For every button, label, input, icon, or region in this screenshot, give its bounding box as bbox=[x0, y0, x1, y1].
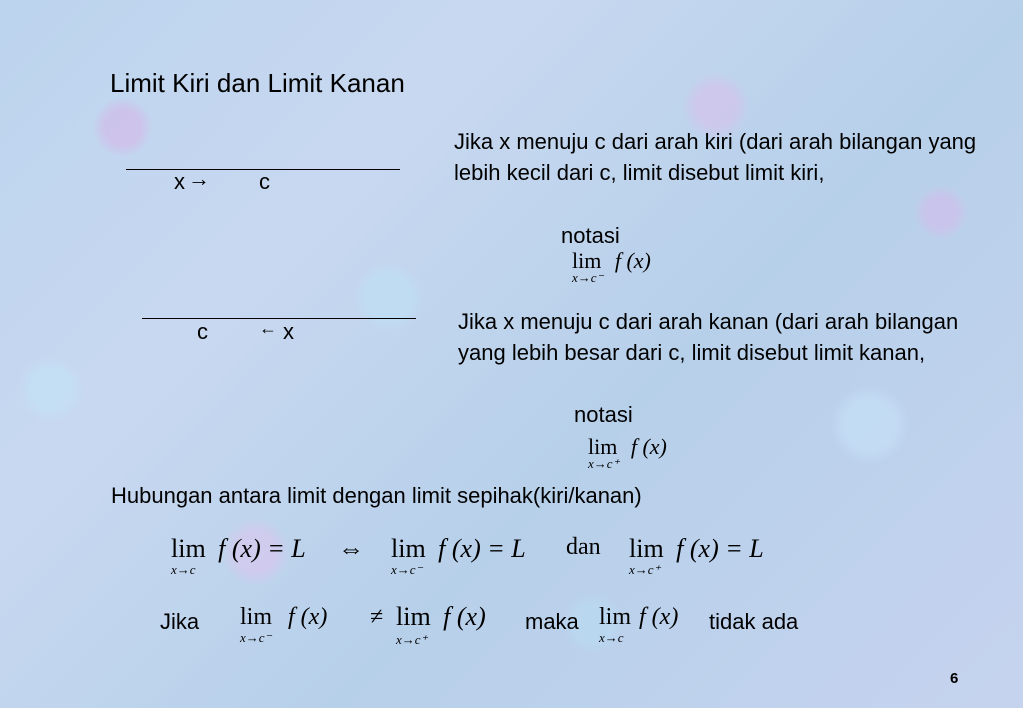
lim-text: lim bbox=[171, 534, 206, 563]
lim-text: lim bbox=[396, 602, 431, 631]
limit-subscript: x→c⁺ bbox=[396, 632, 428, 647]
lim-text: lim bbox=[599, 604, 632, 630]
expr-text: f (x) = L bbox=[676, 534, 764, 563]
lim-text: lim bbox=[391, 534, 426, 563]
number-line-right bbox=[142, 318, 416, 319]
lim-text: lim bbox=[572, 248, 602, 273]
limit-subscript: x→c⁺ bbox=[588, 456, 620, 471]
relation-heading: Hubungan antara limit dengan limit sepihak(kiri/kanan) bbox=[111, 483, 642, 508]
not-equal-symbol: ≠ bbox=[370, 604, 384, 630]
condition-left-limit bbox=[240, 604, 328, 645]
right-limit-equals bbox=[629, 534, 764, 577]
limit-subscript: x→c⁻ bbox=[240, 630, 272, 645]
right-limit-description: Jika x menuju c dari arah kanan (dari arah bilangan yang lebih besar dari c, limit disebut limit kanan, bbox=[458, 309, 959, 365]
right-limit-formula bbox=[588, 434, 667, 471]
dan-text: dan bbox=[566, 534, 601, 560]
right-notation-label: notasi bbox=[574, 402, 633, 427]
limit-subscript: x→c⁻ bbox=[391, 562, 423, 577]
left-limit-equals bbox=[391, 534, 526, 577]
function-text: f (x) bbox=[630, 434, 667, 459]
function-text: f (x) bbox=[288, 604, 328, 630]
left-notation-label: notasi bbox=[561, 223, 620, 248]
jika-text: Jika bbox=[160, 609, 200, 634]
left-arrow-icon: ← bbox=[259, 318, 277, 338]
lim-text: lim bbox=[588, 434, 618, 459]
left-limit-description: Jika x menuju c dari arah kiri (dari arah bilangan yang lebih kecil dari c, limit disebut limit kiri, bbox=[454, 129, 977, 185]
left-x-label: x bbox=[174, 169, 185, 194]
function-text: f (x) bbox=[639, 604, 679, 630]
limit-subscript: x→c bbox=[599, 630, 624, 645]
condition-right-limit bbox=[396, 602, 486, 647]
right-x-label: x bbox=[283, 319, 294, 344]
function-text: f (x) bbox=[614, 248, 651, 273]
maka-text: maka bbox=[525, 609, 579, 634]
left-c-label: c bbox=[259, 169, 270, 194]
function-text: f (x) bbox=[443, 602, 486, 631]
expr-text: f (x) = L bbox=[438, 534, 526, 563]
condition-two-sided-limit bbox=[599, 604, 679, 645]
limit-subscript: x→c bbox=[171, 562, 196, 577]
left-limit-formula bbox=[572, 248, 651, 285]
right-c-label: c bbox=[197, 319, 208, 344]
iff-symbol: ⇔ bbox=[338, 534, 364, 563]
two-sided-limit bbox=[171, 534, 306, 577]
page-title: Limit Kiri dan Limit Kanan bbox=[110, 68, 405, 98]
limit-subscript: x→c⁺ bbox=[629, 562, 661, 577]
lim-text: lim bbox=[240, 604, 273, 630]
lim-text: lim bbox=[629, 534, 664, 563]
tidak-ada-text: tidak ada bbox=[709, 609, 799, 634]
page-number: 6 bbox=[950, 670, 959, 687]
right-arrow-icon: → bbox=[188, 166, 210, 191]
limit-subscript: x→c⁻ bbox=[572, 270, 604, 285]
expr-text: f (x) = L bbox=[218, 534, 306, 563]
